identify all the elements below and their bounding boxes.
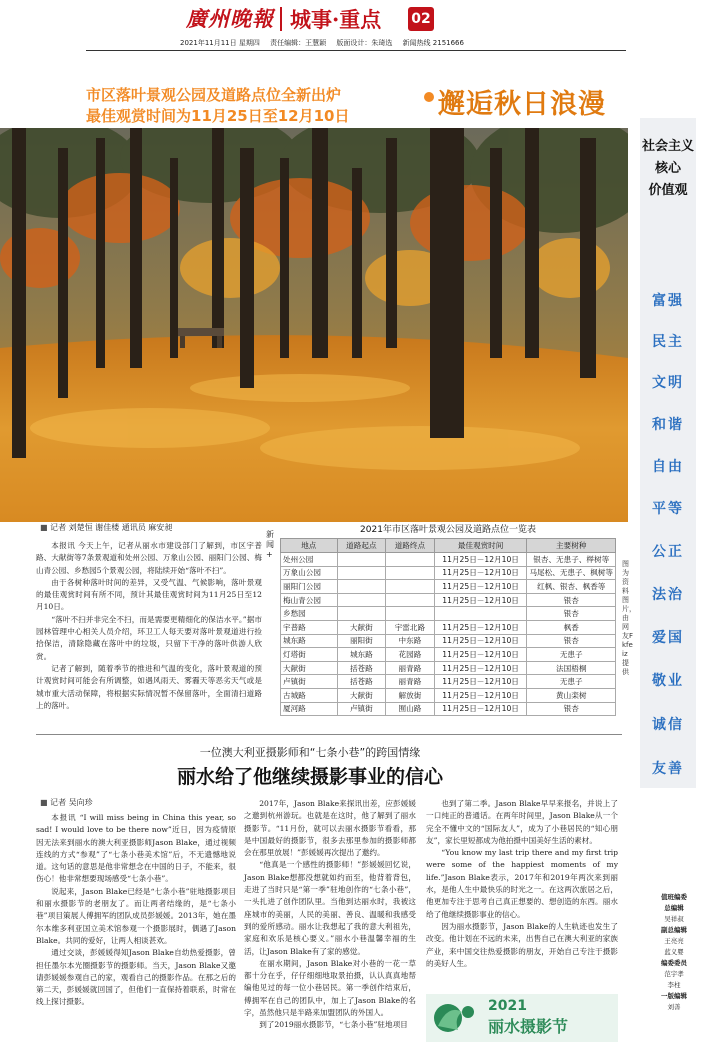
table-cell: 宇雷北路 bbox=[386, 620, 435, 634]
table-cell: 法国梧桐 bbox=[527, 661, 616, 675]
table-row bbox=[281, 580, 616, 594]
table-row bbox=[281, 702, 616, 716]
table-cell: 红枫、银杏、枫香等 bbox=[527, 580, 616, 594]
edition-designer: 版面设计：朱琦选 bbox=[336, 39, 393, 47]
table-cell: 处州公园 bbox=[281, 553, 338, 567]
table-cell: 花园路 bbox=[386, 648, 435, 662]
table-cell: 11月25日－12月10日 bbox=[434, 648, 527, 662]
core-value: 民主 bbox=[652, 334, 684, 350]
story1-paragraph: 记者了解到，随着季节的推进和气温的变化，落叶景观道的预计观赏时间可能会有所调整，如遇风雨天、雾霾天等恶劣天气或是城市重大活动保障，将根据实际情况暂不保留落叶，全面清扫道路上的落叶。 bbox=[36, 663, 262, 710]
main-headline: 邂逅秋日浪漫 bbox=[438, 89, 606, 120]
table-cell bbox=[386, 593, 435, 607]
table-cell: 枫香 bbox=[527, 620, 616, 634]
table-cell: 括苍路 bbox=[337, 661, 385, 675]
table-cell bbox=[434, 607, 527, 621]
table-cell: 丽青路 bbox=[386, 661, 435, 675]
story1-byline bbox=[40, 522, 172, 533]
festival-year: 2021 bbox=[488, 998, 527, 1014]
masthead-divider bbox=[280, 7, 282, 31]
story1-paragraph: 本报讯 今天上午，记者从丽水市建设部门了解到，市区宇普路、大献街等7条景观道和处州公园、万象山公园、丽阳门公园、梅山青公园、乡愁园5个景观公园，将陆续开始“落叶不扫”。 bbox=[36, 541, 262, 575]
byline-square-icon: ■ bbox=[40, 798, 48, 807]
core-values-sidebar bbox=[640, 118, 696, 788]
story2-paragraph: 说起来，Jason Blake已经是“七条小巷”驻地摄影项目和丽水摄影节的老朋友了。而让两者结缘的，是“七条小巷”项目策展人傅拥军的团队成员彭媛媛。2013年，她在墨尔本维多利亚国立美术馆参观一个摄影展时，偶遇了Jason Blake。共同的爱好，让两人相谈甚欢。 bbox=[36, 886, 236, 945]
table-cell: 11月25日－12月10日 bbox=[434, 566, 527, 580]
story2-column-3 bbox=[426, 798, 618, 970]
table-cell: 银杏 bbox=[527, 607, 616, 621]
story2-byline bbox=[40, 797, 93, 808]
table-cell: 乡愁园 bbox=[281, 607, 338, 621]
table-cell: 银杏、无患子、榉树等 bbox=[527, 553, 616, 567]
top-rule bbox=[86, 50, 626, 51]
editor-name: 范宇孝 bbox=[664, 970, 684, 978]
core-value: 富强 bbox=[652, 293, 684, 309]
table-cell: 城东路 bbox=[281, 634, 338, 648]
table-cell: 11月25日－12月10日 bbox=[434, 580, 527, 594]
core-value: 爱国 bbox=[652, 630, 684, 646]
table-row bbox=[281, 566, 616, 580]
table-row bbox=[281, 648, 616, 662]
table-cell: 灯塔街 bbox=[281, 648, 338, 662]
table-cell: 中东路 bbox=[386, 634, 435, 648]
table-cell: 11月25日－12月10日 bbox=[434, 553, 527, 567]
table-cell: 古城路 bbox=[281, 688, 338, 702]
core-value: 诚信 bbox=[652, 717, 684, 733]
core-value: 法治 bbox=[652, 587, 684, 603]
table-cell bbox=[386, 580, 435, 594]
table-cell: 11月25日－12月10日 bbox=[434, 634, 527, 648]
table-header-row bbox=[281, 539, 616, 553]
table-cell bbox=[386, 553, 435, 567]
table-cell bbox=[337, 566, 385, 580]
core-value: 公正 bbox=[652, 544, 684, 560]
table-cell: 万象山公园 bbox=[281, 566, 338, 580]
table-row bbox=[281, 661, 616, 675]
editor-role: 一版编辑 bbox=[661, 992, 687, 1000]
story2-paragraph: 因为丽水摄影节，Jason Blake的人生轨迹也发生了改变。他计划在不远的未来，出售自己在澳大利亚的家族产业，来中国交往热爱摄影的朋友，开始自己专注于摄影的美好人生。 bbox=[426, 921, 618, 968]
newspaper-logo: 廣州晚報 bbox=[186, 6, 274, 31]
table-title: 2021年市区落叶景观公园及道路点位一览表 bbox=[280, 522, 616, 538]
table-cell: 银杏 bbox=[527, 593, 616, 607]
table-header: 道路起点 bbox=[337, 539, 385, 553]
table-cell: 丽阳街 bbox=[337, 634, 385, 648]
table-cell bbox=[337, 553, 385, 567]
story2-paragraph: 也到了第二季。Jason Blake早早来报名，并说上了一口纯正的普通话。在两年时间里，Jason Blake从一个完全不懂中文的“国际友人”，成为了小巷居民的“知心朋友”，家长里短都成为他拍摄中国美好生活的素材。 bbox=[426, 799, 618, 845]
table-cell: 银杏 bbox=[527, 702, 616, 716]
table-header: 最佳观赏时间 bbox=[434, 539, 527, 553]
table-cell: 解放街 bbox=[386, 688, 435, 702]
section-rule bbox=[36, 734, 622, 735]
core-value: 友善 bbox=[652, 761, 684, 777]
news-plus-tag: 新闻+ bbox=[266, 530, 274, 559]
table-cell: 大献街 bbox=[281, 661, 338, 675]
headline-line-2: 最佳观赏时间为11月25日至12月10日 bbox=[86, 107, 350, 125]
photo-illustration bbox=[0, 128, 628, 522]
table-cell: 11月25日－12月10日 bbox=[434, 675, 527, 689]
story2-subtitle: 一位澳大利亚摄影师和“七条小巷”的跨国情缘 bbox=[199, 746, 421, 759]
table-header: 道路终点 bbox=[386, 539, 435, 553]
festival-emblem-icon bbox=[432, 1000, 482, 1036]
table-cell: 厦河路 bbox=[281, 702, 338, 716]
table-cell: 银杏 bbox=[527, 634, 616, 648]
leaf-spots-table bbox=[280, 538, 616, 716]
core-value: 文明 bbox=[652, 375, 684, 391]
story1-body bbox=[36, 540, 262, 712]
story2-paragraph: 本报讯 “I will miss being in China this year, so sad! I would love to be there now”近日，因为疫情原因无法来到丽水的澳大利亚摄影师Jason Blake，通过视频连线的方式“参观”了“七条小巷美术馆”后，不无遗憾地说道。这句话的意思是他非常想念在中国的日子，不能来，很伤心！他非常想要现场感受“七条小巷”。 bbox=[36, 813, 236, 884]
headline-dot bbox=[424, 92, 434, 102]
core-value: 平等 bbox=[652, 501, 684, 517]
table-cell: 11月25日－12月10日 bbox=[434, 620, 527, 634]
core-values-title-line: 社会主义 bbox=[641, 139, 694, 154]
festival-logo bbox=[426, 994, 618, 1042]
photo-caption: 图为资料图片，由网友Fkfeiz提供 bbox=[622, 560, 636, 676]
core-values-title bbox=[640, 136, 696, 202]
table-row bbox=[281, 553, 616, 567]
table-header: 主要树种 bbox=[527, 539, 616, 553]
table-row bbox=[281, 688, 616, 702]
story2-paragraph: 在丽水期间，Jason Blake对小巷的一花一草都十分在乎，仔仔细细地取景拍摄，认认真真地帮编他见过的每一位小巷居民。第一季创作结束后，傅拥军在自己的团队中，加上了Jason Blake的名字，虽然他只是半路来加盟团队的外国人。 bbox=[244, 958, 416, 1018]
table-cell: 马尾松、无患子、枫树等 bbox=[527, 566, 616, 580]
table-cell: 丽阳门公园 bbox=[281, 580, 338, 594]
table-cell: 丽青路 bbox=[386, 675, 435, 689]
edition-date: 2021年11月11日 星期四 bbox=[180, 39, 260, 47]
autumn-forest-photo bbox=[0, 128, 628, 522]
table-row bbox=[281, 593, 616, 607]
headline-line-1: 市区落叶景观公园及道路点位全新出炉 bbox=[86, 86, 342, 104]
core-value: 自由 bbox=[652, 459, 684, 475]
headline-band bbox=[86, 80, 606, 126]
table-cell: 无患子 bbox=[527, 648, 616, 662]
table-row bbox=[281, 675, 616, 689]
core-values-title-line: 价值观 bbox=[648, 183, 688, 198]
table-cell: 11月25日－12月10日 bbox=[434, 702, 527, 716]
story2-paragraph: “You know my last trip there and my first trip were some of the happiest moments of my life.”Jason Blake表示，2017年和2019年两次来到丽水，是他人生中最快乐的时光之一。在这两次旅居之后，他更加专注于思考自己真正想要的、想创造的东西。丽水给了他继续摄影事业的信心。 bbox=[426, 848, 618, 919]
story2-paragraph: “他真是一个感性的摄影师！”彭媛媛回忆说，Jason Blake想都没想就如约而至，他背着背包，走进了当时只是“第一季”驻地创作的“七条小巷”，一头扎进了创作团队里。当他到达丽水时，我被这座城市的美丽，人民的美丽、善良、温暖和我感受到的爱所感动。丽水让我想起了我的意大利祖先，家庭和欢乐是核心要义。”丽水小巷温馨幸福的生活，让Jason Blake有了家的感觉。 bbox=[244, 860, 416, 956]
story2-paragraph: 2017年，Jason Blake来探讯出差，应彭媛媛之邀到杭州游玩。也就是在这时，他了解到了丽水摄影节。“11月份，就可以去丽水摄影节看看，那是中国最好的摄影节，很多去那里参加的摄影师都会在那里放展！”彭媛媛再次提出了邀约。 bbox=[244, 799, 416, 858]
story2-byline-text: 记者 吴向珍 bbox=[50, 798, 93, 807]
edition-info bbox=[180, 38, 520, 48]
table-row bbox=[281, 607, 616, 621]
story2-column-1 bbox=[36, 812, 236, 1009]
table-cell: 黄山栾树 bbox=[527, 688, 616, 702]
table-cell: 11月25日－12月10日 bbox=[434, 688, 527, 702]
table-cell bbox=[337, 593, 385, 607]
story2-paragraph: 到了2019丽水摄影节，“七条小巷”驻地项目 bbox=[259, 1020, 408, 1030]
table-cell: 括苍路 bbox=[337, 675, 385, 689]
table-cell: 梅山青公园 bbox=[281, 593, 338, 607]
editor-name: 吴祥叔 bbox=[664, 915, 684, 923]
table-cell bbox=[337, 580, 385, 594]
core-value: 和谐 bbox=[652, 417, 684, 433]
table-cell bbox=[386, 607, 435, 621]
editors-box bbox=[648, 892, 700, 1013]
festival-name: 丽水摄影节 bbox=[488, 1017, 569, 1036]
story1-paragraph: “落叶不扫并非完全不扫，而是需要更精细化的保洁水平。”据市园林管理中心相关人员介绍，环卫工人每天要对落叶景观道进行捡拾保洁，清除隐藏在落叶中的垃圾，只留下干净的落叶供游人欣赏。 bbox=[36, 614, 262, 661]
editor-name: 李柱 bbox=[667, 981, 681, 989]
edition-editor: 责任编辑：王慧颖 bbox=[270, 39, 327, 47]
page-number: 02 bbox=[408, 7, 434, 31]
story2-title: 丽水给了他继续摄影事业的信心 bbox=[176, 766, 443, 788]
table-row bbox=[281, 634, 616, 648]
editor-name: 蓝义婴 bbox=[664, 948, 684, 956]
core-values-title-line: 核心 bbox=[654, 161, 681, 176]
table-cell: 大献街 bbox=[337, 688, 385, 702]
section-title: 城事·重点 bbox=[290, 7, 382, 32]
editor-name: 刘善 bbox=[667, 1003, 681, 1011]
table-cell: 宇普路 bbox=[281, 620, 338, 634]
editor-role: 总编辑 bbox=[664, 904, 684, 912]
table-cell: 囿山路 bbox=[386, 702, 435, 716]
core-value: 敬业 bbox=[652, 673, 684, 689]
table-row bbox=[281, 620, 616, 634]
byline-square-icon: ■ bbox=[40, 523, 48, 532]
table-cell: 大献街 bbox=[337, 620, 385, 634]
story1-paragraph: 由于各树种落叶时间的差异，又受气温、气候影响，落叶景观的最佳观赏时间有所不同，预计其最佳观赏时间为11月25日至12月10日。 bbox=[36, 577, 262, 612]
editor-role: 副总编辑 bbox=[661, 926, 687, 934]
editor-role: 值班编委 bbox=[661, 893, 687, 901]
table-cell bbox=[337, 607, 385, 621]
story2-paragraph: 通过交谈，彭媛媛得知Jason Blake自幼热爱摄影，曾担任墨尔本光圈摄影节的摄影师。当天，Jason Blake又邀请彭媛媛参观自己的家，观看自己的摄影作品。在那之后的第二天，彭媛媛就回国了，但他们一直保持着联系，时常在线上探讨摄影。 bbox=[36, 948, 236, 1007]
table-cell: 卢镇街 bbox=[281, 675, 338, 689]
table-cell: 城东路 bbox=[337, 648, 385, 662]
table-header: 地点 bbox=[281, 539, 338, 553]
table-cell: 11月25日－12月10日 bbox=[434, 593, 527, 607]
edition-hotline: 新闻热线 2151666 bbox=[402, 39, 464, 47]
editor-role: 编委委员 bbox=[661, 959, 687, 967]
table-cell: 无患子 bbox=[527, 675, 616, 689]
table-body bbox=[281, 553, 616, 716]
table-cell bbox=[386, 566, 435, 580]
table-cell: 11月25日－12月10日 bbox=[434, 661, 527, 675]
story1-byline-text: 记者 刘楚恒 谢佳楼 通讯员 麻安昶 bbox=[50, 523, 173, 532]
table-cell: 卢镇街 bbox=[337, 702, 385, 716]
story2-column-2 bbox=[244, 798, 416, 1032]
masthead bbox=[180, 0, 530, 36]
editor-name: 王亮亮 bbox=[664, 937, 684, 945]
